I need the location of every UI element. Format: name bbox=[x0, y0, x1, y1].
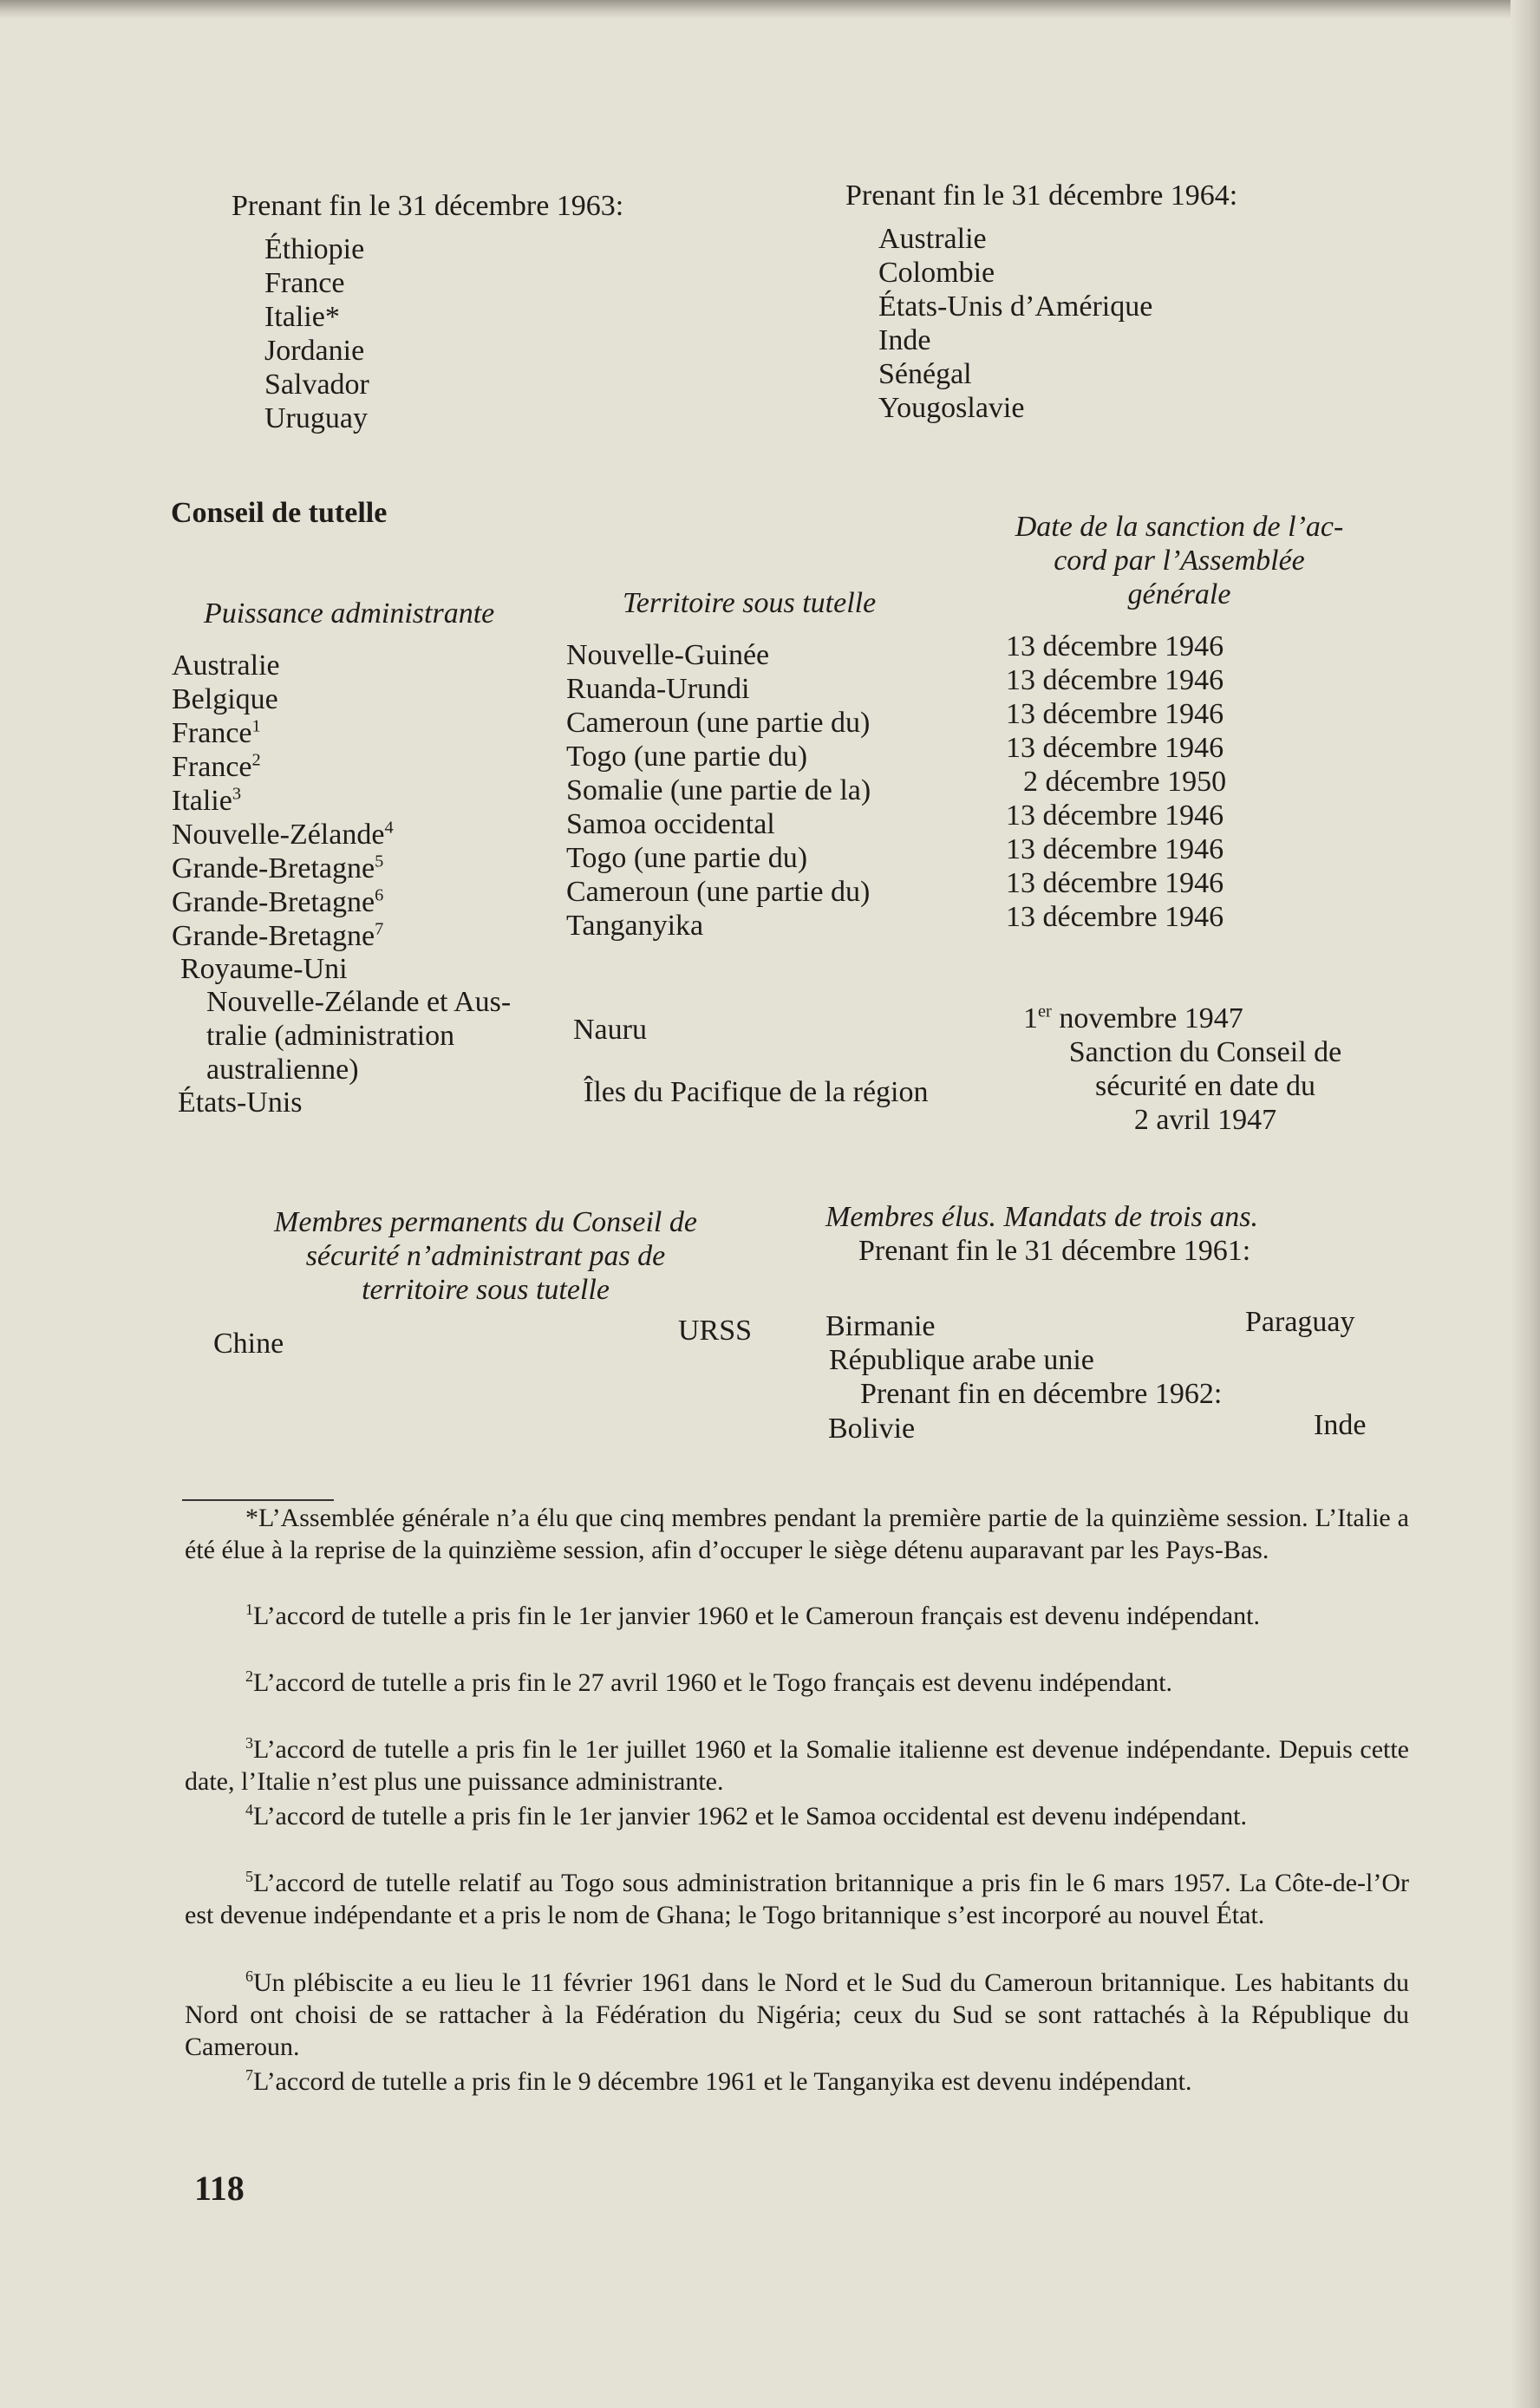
date-cell: 13 décembre 1946 bbox=[1006, 732, 1224, 764]
section-title: Conseil de tutelle bbox=[171, 497, 388, 529]
territory-cell: Ruanda-Urundi bbox=[566, 673, 750, 705]
date-cell: 13 décembre 1946 bbox=[1006, 698, 1224, 730]
heading-1962: Prenant fin en décembre 1962: bbox=[860, 1378, 1223, 1410]
rau: République arabe unie bbox=[829, 1344, 1094, 1376]
territory-cell: Togo (une partie du) bbox=[566, 842, 808, 874]
power-cell: Italie$^3$ bbox=[172, 784, 242, 817]
urss: URSS bbox=[678, 1315, 753, 1347]
power-line: australienne) bbox=[206, 1054, 359, 1086]
footnote-star: *L’Assemblée générale n’a élu que cinq membres pendant la première partie de la quinzième session. L’Italie a été élue à la reprise de la quinzième session, afin d’occuper le siège détenu auparavant par les Pays-Bas. bbox=[185, 1504, 1409, 1564]
header-line: générale bbox=[1127, 578, 1231, 610]
list-item: Yougoslavie bbox=[878, 392, 1025, 424]
footnote-rule bbox=[182, 1499, 334, 1501]
list-1964 bbox=[878, 222, 1152, 425]
territory-cell: Nouvelle-Guinée bbox=[566, 639, 770, 671]
column-header-territory: Territoire sous tutelle bbox=[623, 587, 877, 619]
power-line: Nouvelle-Zélande et Aus- bbox=[206, 986, 512, 1018]
nauru-date: 1er novembre 1947 bbox=[1023, 1002, 1243, 1034]
footnote-1: $^1$L’accord de tutelle a pris fin le 1er janvier 1960 et le Cameroun français est devenu indépendant. bbox=[245, 1601, 1260, 1630]
power-cell: France$^1$ bbox=[172, 716, 261, 749]
power-cell: Nouvelle-Zélande$^4$ bbox=[172, 818, 394, 851]
header-line: Date de la sanction de l’ac- bbox=[1015, 511, 1344, 543]
footnote-3: $^3$L’accord de tutelle a pris fin le 1er juillet 1960 et la Somalie italienne est devenue indépendante. Depuis cette date, l’Italie n’est plus une puissance administrante. bbox=[185, 1734, 1409, 1796]
power-cell: Grande-Bretagne$^5$ bbox=[172, 852, 384, 884]
footnote-7: $^7$L’accord de tutelle a pris fin le 9 décembre 1961 et le Tanganyika est devenu indépendant. bbox=[245, 2066, 1192, 2096]
chine: Chine bbox=[213, 1328, 284, 1360]
power-cell: Australie bbox=[172, 649, 280, 682]
list-item: Jordanie bbox=[264, 335, 365, 367]
territory-cell: Somalie (une partie de la) bbox=[566, 774, 871, 806]
list-item: Uruguay bbox=[264, 402, 368, 434]
power-cell: France$^2$ bbox=[172, 750, 261, 783]
page-right-edge bbox=[1511, 0, 1540, 2408]
territory-cell: Cameroun (une partie du) bbox=[566, 707, 871, 739]
footnote-2: $^2$L’accord de tutelle a pris fin le 27 avril 1960 et le Togo français est devenu indépendant. bbox=[245, 1667, 1173, 1697]
date-cell: 13 décembre 1946 bbox=[1006, 867, 1224, 899]
list-item: Salvador bbox=[264, 369, 369, 401]
footnote-6: $^6$Un plébiscite a eu lieu le 11 février 1961 dans le Nord et le Sud du Cameroun britannique. Les habitants du Nord ont choisi de se rattacher à la Fédération du Nigéria; ceux du Sud se sont rattachés à la République du Cameroun. bbox=[185, 1968, 1409, 2061]
page-number: 118 bbox=[194, 2169, 245, 2208]
footnote-4: $^4$L’accord de tutelle a pris fin le 1er janvier 1962 et le Samoa occidental est devenu indépendant. bbox=[245, 1801, 1247, 1830]
birmanie: Birmanie bbox=[825, 1310, 936, 1342]
bolivie: Bolivie bbox=[828, 1413, 916, 1445]
list-item: Italie* bbox=[264, 301, 340, 333]
territory-cell: Samoa occidental bbox=[566, 808, 775, 840]
list-item: Éthiopie bbox=[264, 233, 365, 265]
date-cell: 13 décembre 1946 bbox=[1006, 630, 1224, 662]
nauru-power bbox=[206, 985, 511, 1087]
list-item: Australie bbox=[878, 223, 987, 255]
us-territory: Îles du Pacifique de la région bbox=[584, 1076, 929, 1108]
date-cell: 13 décembre 1946 bbox=[1006, 664, 1224, 696]
permanent-members-heading bbox=[208, 1205, 763, 1307]
territory-cell: Togo (une partie du) bbox=[566, 741, 808, 773]
footnote-5: $^5$L’accord de tutelle relatif au Togo sous administration britannique a pris fin le 6 mars 1957. La Côte-de-l’Or est devenue indépendante et a pris le nom de Ghana; le Togo britannique s’est incorporé au nouvel État. bbox=[185, 1868, 1409, 1929]
royaume-uni: Royaume-Uni bbox=[180, 953, 348, 985]
page-top-edge bbox=[0, 0, 1540, 19]
list-item: Inde bbox=[878, 324, 931, 356]
heading-1961: Prenant fin le 31 décembre 1961: bbox=[858, 1235, 1251, 1267]
date-line: Sanction du Conseil de bbox=[1068, 1036, 1342, 1068]
paraguay: Paraguay bbox=[1245, 1306, 1355, 1338]
column-header-power: Puissance administrante bbox=[204, 597, 495, 630]
list-item: France bbox=[264, 267, 345, 299]
date-cell: 13 décembre 1946 bbox=[1006, 799, 1224, 832]
territory-cell: Tanganyika bbox=[566, 910, 704, 942]
column-header-date bbox=[954, 510, 1405, 611]
inde: Inde bbox=[1314, 1409, 1367, 1441]
heading-1963: Prenant fin le 31 décembre 1963: bbox=[232, 190, 624, 222]
elected-members-heading: Membres élus. Mandats de trois ans. bbox=[825, 1201, 1258, 1233]
list-item: Colombie bbox=[878, 257, 995, 289]
list-item: Sénégal bbox=[878, 358, 972, 390]
territory-cell: Cameroun (une partie du) bbox=[566, 876, 871, 908]
us-date bbox=[1019, 1035, 1392, 1137]
header-line: cord par l’Assemblée bbox=[1054, 545, 1305, 577]
date-line: 2 avril 1947 bbox=[1133, 1104, 1277, 1136]
heading-line: sécurité n’administrant pas de bbox=[305, 1240, 666, 1272]
us-power: États-Unis bbox=[178, 1087, 303, 1119]
heading-line: territoire sous tutelle bbox=[362, 1274, 610, 1306]
power-cell: Grande-Bretagne$^7$ bbox=[172, 919, 384, 952]
list-1963 bbox=[264, 232, 369, 435]
list-item: États-Unis d’Amérique bbox=[878, 290, 1153, 323]
power-line: tralie (administration bbox=[206, 1020, 455, 1052]
date-cell: 2 décembre 1950 bbox=[1023, 766, 1227, 798]
power-cell: Grande-Bretagne$^6$ bbox=[172, 885, 384, 918]
date-cell: 13 décembre 1946 bbox=[1006, 901, 1224, 933]
date-line: sécurité en date du bbox=[1095, 1070, 1315, 1102]
power-cell: Belgique bbox=[172, 683, 278, 715]
heading-1964: Prenant fin le 31 décembre 1964: bbox=[845, 179, 1238, 212]
date-cell: 13 décembre 1946 bbox=[1006, 833, 1224, 865]
nauru-territory: Nauru bbox=[573, 1014, 647, 1046]
heading-line: Membres permanents du Conseil de bbox=[274, 1206, 697, 1238]
